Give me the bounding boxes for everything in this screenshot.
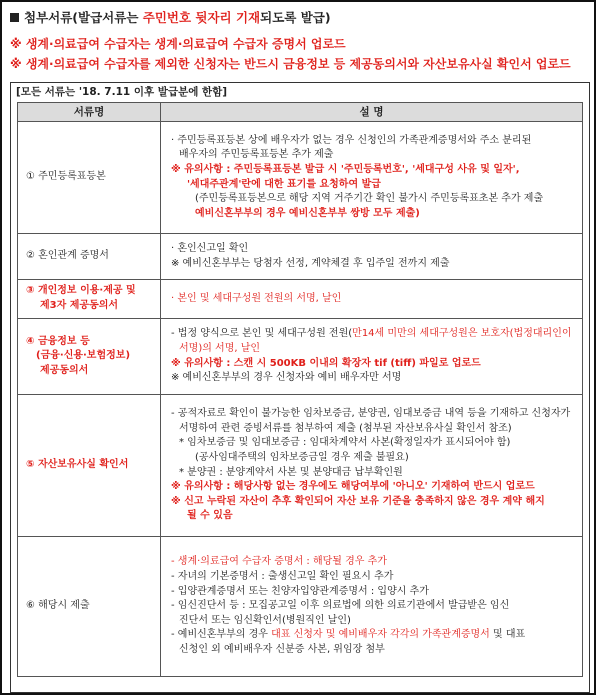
table-header-row bbox=[18, 103, 583, 122]
doc-desc: - 법정 양식으로 본인 및 세대구성원 전원(만14세 미만의 세대구성원은 보호자(법정대리인이 서명)의 서명, 날인 ※ 유의사항 : 스캔 시 500KB 이내의 확장자 tif (tiff) 파일로 업로드 ※ 예비신혼부부의 경우 신청자와 예비 배우자만 서명 bbox=[161, 319, 583, 395]
column-header-name: 서류명 bbox=[18, 103, 161, 122]
doc-title: 첨부서류(발급서류는 주민번호 뒷자리 기재되도록 발급) bbox=[10, 8, 331, 26]
doc-name: ⑤ 자산보유사실 확인서 bbox=[18, 395, 161, 537]
doc-name: ④ 금융정보 등 (금융·신용·보험정보) 제공동의서 bbox=[18, 319, 161, 395]
note-line-2: ※ 생계·의료급여 수급자를 제외한 신청자는 반드시 금융정보 등 제공동의서와 자산보유사실 확인서 업로드 bbox=[10, 57, 571, 71]
doc-name: ① 주민등록표등본 bbox=[18, 122, 161, 234]
doc-desc: - 생계·의료급여 수급자 증명서 : 해당될 경우 추가 - 자녀의 기본증명서 : 출생신고일 확인 필요시 추가 - 입양관계증명서 또는 친양자입양관계증명서 : 입양시 추가 - 임신진단서 등 : 모집공고일 이후 의료법에 의한 의료기관에서 발급받은 임신 진단서 또는 임신확인서(병원직인 날인) - 예비신혼부부의 경우 대표 신청자 및 예비배우자 각각의 가족관계증명서 및 대표 신청인 외 예비배우자 신분증 사본, 위임장 첨부 bbox=[161, 537, 583, 677]
table-row bbox=[18, 537, 583, 677]
table-row bbox=[18, 234, 583, 280]
doc-name: ② 혼인관계 증명서 bbox=[18, 234, 161, 280]
doc-desc: · 혼인신고일 확인 ※ 예비신혼부부는 당첨자 선정, 계약체결 후 입주일 전까지 제출 bbox=[161, 234, 583, 280]
title-emphasis: 주민번호 뒷자리 기재 bbox=[142, 10, 261, 25]
document-list-section bbox=[10, 82, 590, 693]
document-table bbox=[17, 102, 583, 677]
doc-name: ⑥ 해당시 제출 bbox=[18, 537, 161, 677]
section-caption: [모든 서류는 '18. 7.11 이후 발급분에 한함] bbox=[16, 86, 228, 98]
doc-name: ③ 개인정보 이용·제공 및 제3자 제공동의서 bbox=[18, 280, 161, 319]
table-row bbox=[18, 280, 583, 319]
table-row bbox=[18, 122, 583, 234]
table-row bbox=[18, 319, 583, 395]
doc-desc: · 주민등록표등본 상에 배우자가 없는 경우 신청인의 가족관계증명서와 주소 분리된 배우자의 주민등록표등본 추가 제출 ※ 유의사항 : 주민등록표등본 발급 시 '주민등록번호', '세대구성 사유 및 일자', '세대주관계'란에 대한 표기를 요청하여 발급 (주민등록표등본으로 해당 지역 거주기간 확인 불가시 주민등록표초본 추가 제출 예비신혼부부의 경우 예비신혼부부 쌍방 모두 제출) bbox=[161, 122, 583, 234]
column-header-desc: 설 명 bbox=[161, 103, 583, 122]
square-bullet-icon bbox=[10, 13, 19, 22]
note-line-1: ※ 생계·의료급여 수급자는 생계·의료급여 수급자 증명서 업로드 bbox=[10, 37, 346, 51]
table-row bbox=[18, 395, 583, 537]
doc-desc: - 공적자료로 확인이 불가능한 임차보증금, 분양권, 임대보증금 내역 등을 기재하고 신청자가 서명하여 관련 증빙서류를 첨부하여 제출 (첨부된 자산보유사실 확인서 참조) * 임차보증금 및 임대보증금 : 임대차계약서 사본(확정일자가 표시되어야 함) (공사임대주택의 임차보증금일 경우 제출 불필요) * 분양권 : 분양계약서 사본 및 분양대금 납부확인원 ※ 유의사항 : 해당사항 없는 경우에도 해당여부에 '아니오' 기재하여 반드시 업로드 ※ 신고 누락된 자산이 추후 확인되어 자산 보유 기준을 충족하지 않은 경우 계약 해지 될 수 있음 bbox=[161, 395, 583, 537]
doc-desc: · 본인 및 세대구성원 전원의 서명, 날인 bbox=[161, 280, 583, 319]
